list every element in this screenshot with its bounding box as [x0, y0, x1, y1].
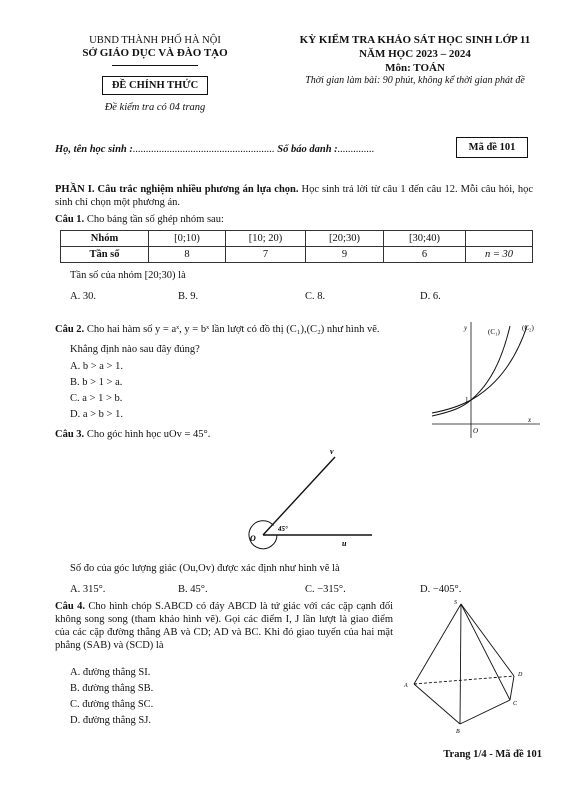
- table-cell: n = 30: [466, 247, 533, 263]
- table-cell: [0;10): [149, 231, 226, 247]
- v-label: v: [330, 447, 334, 456]
- id-dots: ..............: [337, 144, 375, 155]
- q3-question: Số đo của góc lượng giác (Ou,Ov) được xác định như hình vẽ là: [70, 563, 340, 574]
- edge-ab: [414, 684, 460, 724]
- vertex-s-label: S: [454, 600, 457, 606]
- q1-option-b[interactable]: B. 9.: [178, 291, 199, 302]
- part1-instructions: Học sinh trả lời từ câu 1 đến câu 12. Mỗi câu hỏi, học sinh chỉ chọn một phương án.: [55, 184, 533, 209]
- table-cell: [466, 231, 533, 247]
- q3-text: Cho góc hình học uOv = 45°.: [84, 429, 211, 440]
- y-axis-label: y: [464, 324, 468, 332]
- table-cell: 8: [149, 247, 226, 263]
- q4-option-c[interactable]: C. đường thẳng SC.: [70, 699, 154, 710]
- q4-option-d[interactable]: D. đường thẳng SJ.: [70, 715, 151, 726]
- table-row: [61, 231, 533, 247]
- ray-ov: [263, 457, 335, 535]
- edge-sa: [414, 604, 461, 684]
- q4-text: Cho hình chóp S.ABCD có đáy ABCD là tứ giác với các cặp cạnh đối không song song (tham khảo hình vẽ). Gọi các điểm I, J lần lượt là giao điểm của các cặp đường thẳng AB và CD; AD và BC. Khi đó giao tuyến của hai mặt phẳng (SAB) và (SCD) là: [55, 601, 393, 652]
- pyramid-figure: [400, 596, 535, 736]
- table-row: [61, 247, 533, 263]
- q4-stem: [55, 600, 393, 653]
- q3-option-d[interactable]: D. −405°.: [420, 584, 462, 595]
- page-footer: Trang 1/4 - Mã đề 101: [443, 749, 542, 760]
- q3-option-c[interactable]: C. −315°.: [305, 584, 346, 595]
- q4-label: Câu 4.: [55, 601, 85, 612]
- table-cell: [10; 20): [226, 231, 306, 247]
- q1-option-d[interactable]: D. 6.: [420, 291, 441, 302]
- header-divider: [112, 65, 198, 66]
- official-label: ĐỀ CHÍNH THỨC: [102, 76, 208, 95]
- q2-text: Cho hai hàm số y = aˣ, y = bˣ lần lượt có đồ thị (C₁),(C₂) như hình vẽ.: [84, 324, 380, 335]
- subject: Môn: TOÁN: [385, 61, 445, 74]
- q2-question: Khẳng định nào sau đây đúng?: [70, 344, 200, 355]
- duration: Thời gian làm bài: 90 phút, không kể thời gian phát đề: [305, 75, 525, 87]
- table-cell: 7: [226, 247, 306, 263]
- department-name: SỞ GIÁO DỤC VÀ ĐÀO TẠO: [82, 47, 228, 60]
- q1-question: Tần số của nhóm [20;30) là: [70, 270, 186, 281]
- q2-option-a[interactable]: A. b > a > 1.: [70, 361, 123, 372]
- q1-text: Cho bảng tần số ghép nhóm sau:: [84, 214, 224, 225]
- header-left: [60, 34, 250, 114]
- edge-cd: [510, 676, 514, 700]
- angle-label: 45°: [278, 525, 288, 533]
- vertex-d-label: D: [518, 672, 523, 678]
- authority-name: UBND THÀNH PHỐ HÀ NỘI: [89, 35, 221, 46]
- part1-header: [55, 183, 533, 209]
- q2-option-b[interactable]: B. b > 1 > a.: [70, 377, 123, 388]
- exam-code-box: Mã đề 101: [456, 137, 528, 158]
- name-dots: ......................................................: [132, 144, 275, 155]
- table-cell: 9: [306, 247, 384, 263]
- table-header-frequency: Tần số: [61, 247, 149, 263]
- vertex-b-label: B: [456, 729, 460, 735]
- edge-bc: [460, 700, 510, 724]
- id-label: Số báo danh :: [277, 144, 338, 155]
- q2-label: Câu 2.: [55, 324, 85, 335]
- one-label: 1: [465, 396, 469, 404]
- q3-label: Câu 3.: [55, 429, 85, 440]
- q3-option-b[interactable]: B. 45°.: [178, 584, 208, 595]
- name-label: Họ, tên học sinh :: [55, 144, 133, 155]
- q3-option-a[interactable]: A. 315°.: [70, 584, 106, 595]
- table-cell: [20;30): [306, 231, 384, 247]
- q1-stem: [55, 213, 224, 226]
- q1-option-c[interactable]: C. 8.: [305, 291, 326, 302]
- o-label: O: [250, 534, 256, 543]
- edge-ad-hidden: [414, 676, 514, 684]
- student-line: [55, 143, 374, 156]
- vertex-a-label: A: [404, 683, 408, 689]
- table-cell: [30;40): [384, 231, 466, 247]
- u-label: u: [342, 539, 347, 548]
- q4-option-b[interactable]: B. đường thẳng SB.: [70, 683, 154, 694]
- part1-title: PHẦN I. Câu trắc nghiệm nhiều phương án lựa chọn.: [55, 184, 299, 195]
- table-cell: 6: [384, 247, 466, 263]
- page-count: Đề kiểm tra có 04 trang: [104, 102, 206, 113]
- header-right: [265, 34, 565, 88]
- exam-title: KỲ KIỂM TRA KHẢO SÁT HỌC SINH LỚP 11: [299, 34, 531, 46]
- exponential-graph: [430, 320, 545, 440]
- frequency-table: [60, 230, 533, 263]
- q3-stem: [55, 428, 210, 441]
- school-year: NĂM HỌC 2023 – 2024: [359, 47, 471, 60]
- edge-sd: [461, 604, 514, 676]
- edge-sc: [461, 604, 510, 700]
- origin-label: O: [473, 427, 479, 435]
- edge-sb: [460, 604, 461, 724]
- q2-option-d[interactable]: D. a > b > 1.: [70, 409, 123, 420]
- angle-figure: [230, 440, 380, 555]
- x-axis-label: x: [528, 416, 532, 424]
- q2-stem: [55, 323, 380, 336]
- c2-label: (C₂): [522, 324, 534, 332]
- curve-c2: [432, 326, 527, 413]
- table-header-group: Nhóm: [61, 231, 149, 247]
- vertex-c-label: C: [513, 701, 518, 707]
- q2-option-c[interactable]: C. a > 1 > b.: [70, 393, 123, 404]
- q4-option-a[interactable]: A. đường thẳng SI.: [70, 667, 151, 678]
- c1-label: (C₁): [488, 328, 500, 336]
- q1-label: Câu 1.: [55, 214, 85, 225]
- q1-option-a[interactable]: A. 30.: [70, 291, 96, 302]
